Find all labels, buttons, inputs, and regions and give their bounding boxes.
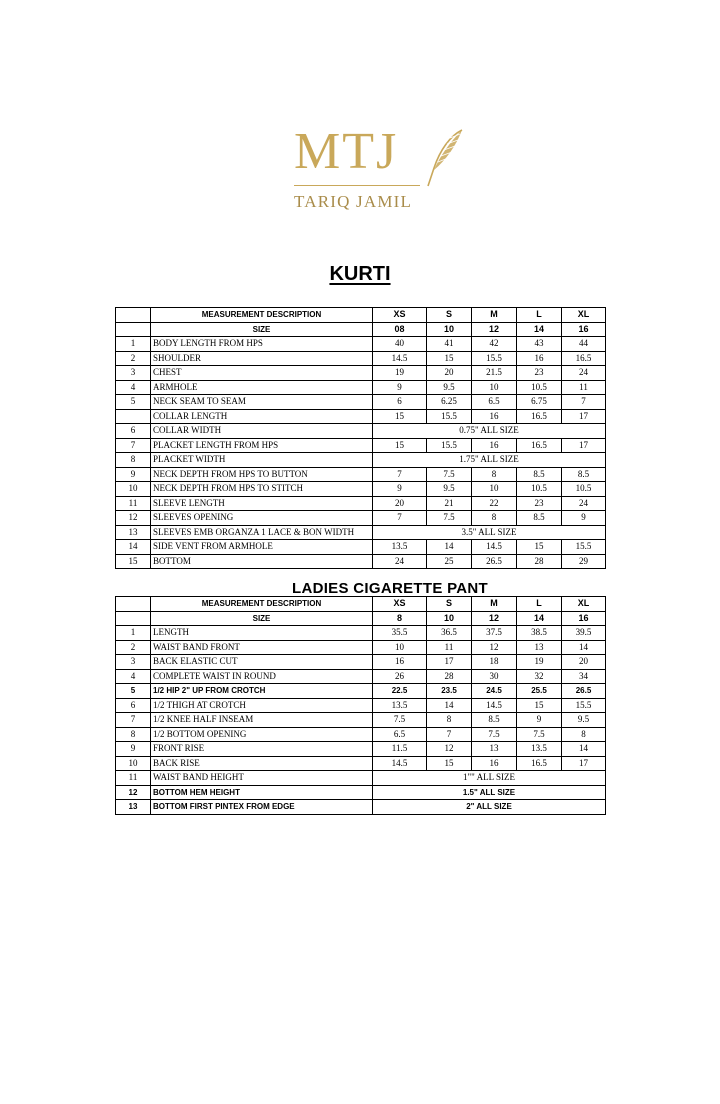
- row-number-cell: 1: [116, 626, 151, 641]
- kurti-title-text: KURTI: [329, 263, 391, 285]
- measurement-cell: 17: [562, 756, 606, 771]
- measurement-cell: 15: [427, 351, 472, 366]
- measurement-cell: 7.5: [427, 467, 472, 482]
- measurement-cell: 10.5: [562, 482, 606, 497]
- measurement-cell: 7.5: [373, 713, 427, 728]
- measurement-cell: 8: [472, 467, 517, 482]
- kurti-title: [0, 263, 720, 286]
- logo-mtj-text: MTJ: [294, 123, 399, 180]
- all-size-cell: 1"" ALL SIZE: [373, 771, 606, 786]
- measurement-cell: 14: [427, 540, 472, 555]
- measurement-cell: 39.5: [562, 626, 606, 641]
- row-description-cell: FRONT RISE: [151, 742, 373, 757]
- measurement-cell: 13: [472, 742, 517, 757]
- row-description-cell: 1/2 THIGH AT CROTCH: [151, 698, 373, 713]
- header-size-cell: M: [472, 597, 517, 612]
- row-number-cell: 11: [116, 771, 151, 786]
- table-row: [116, 409, 606, 424]
- measurement-cell: 23.5: [427, 684, 472, 699]
- header-size-cell: S: [427, 308, 472, 323]
- measurement-cell: 7.5: [472, 727, 517, 742]
- row-description-cell: SLEEVES OPENING: [151, 511, 373, 526]
- row-description-cell: BOTTOM: [151, 554, 373, 569]
- header-desc-cell: MEASUREMENT DESCRIPTION: [151, 308, 373, 323]
- row-number-cell: 10: [116, 756, 151, 771]
- table-row: [116, 669, 606, 684]
- kurti-size-table: [115, 307, 606, 569]
- measurement-cell: 20: [373, 496, 427, 511]
- row-description-cell: BACK ELASTIC CUT: [151, 655, 373, 670]
- row-number-cell: 4: [116, 669, 151, 684]
- measurement-cell: 24: [562, 496, 606, 511]
- measurement-cell: 24.5: [472, 684, 517, 699]
- table-row: [116, 713, 606, 728]
- measurement-cell: 8: [427, 713, 472, 728]
- row-number-cell: 9: [116, 742, 151, 757]
- measurement-cell: 7.5: [517, 727, 562, 742]
- measurement-cell: 44: [562, 337, 606, 352]
- row-number-cell: 8: [116, 453, 151, 468]
- measurement-cell: 15: [373, 438, 427, 453]
- measurement-cell: 35.5: [373, 626, 427, 641]
- measurement-cell: 8.5: [517, 511, 562, 526]
- measurement-cell: 22.5: [373, 684, 427, 699]
- table-row: [116, 626, 606, 641]
- measurement-cell: 15.5: [562, 540, 606, 555]
- measurement-cell: 26.5: [472, 554, 517, 569]
- measurement-cell: 14: [562, 742, 606, 757]
- measurement-cell: 16.5: [517, 438, 562, 453]
- row-description-cell: BOTTOM HEM HEIGHT: [151, 785, 373, 800]
- header-desc-cell: MEASUREMENT DESCRIPTION: [151, 597, 373, 612]
- row-description-cell: 1/2 BOTTOM OPENING: [151, 727, 373, 742]
- measurement-cell: 20: [427, 366, 472, 381]
- row-number-cell: 7: [116, 438, 151, 453]
- row-number-cell: 8: [116, 727, 151, 742]
- measurement-cell: 7.5: [427, 511, 472, 526]
- measurement-cell: 28: [517, 554, 562, 569]
- measurement-cell: 37.5: [472, 626, 517, 641]
- row-description-cell: BACK RISE: [151, 756, 373, 771]
- measurement-cell: 30: [472, 669, 517, 684]
- measurement-cell: 12: [427, 742, 472, 757]
- row-description-cell: NECK SEAM TO SEAM: [151, 395, 373, 410]
- size-value-cell: 10: [427, 611, 472, 626]
- measurement-cell: 19: [373, 366, 427, 381]
- row-description-cell: SIDE VENT FROM ARMHOLE: [151, 540, 373, 555]
- row-description-cell: COMPLETE WAIST IN ROUND: [151, 669, 373, 684]
- row-description-cell: 1/2 HIP 2" UP FROM CROTCH: [151, 684, 373, 699]
- table-row: [116, 771, 606, 786]
- table-row: [116, 438, 606, 453]
- row-description-cell: SLEEVE LENGTH: [151, 496, 373, 511]
- measurement-cell: 42: [472, 337, 517, 352]
- measurement-cell: 16: [373, 655, 427, 670]
- table-row: [116, 366, 606, 381]
- measurement-cell: 11.5: [373, 742, 427, 757]
- measurement-cell: 25.5: [517, 684, 562, 699]
- measurement-cell: 6.25: [427, 395, 472, 410]
- header-size-cell: XS: [373, 597, 427, 612]
- table-row: [116, 640, 606, 655]
- measurement-cell: 25: [427, 554, 472, 569]
- measurement-cell: 12: [472, 640, 517, 655]
- table-row: [116, 742, 606, 757]
- row-number-cell: 13: [116, 525, 151, 540]
- row-number-cell: 5: [116, 395, 151, 410]
- row-description-cell: SLEEVES EMB ORGANZA 1 LACE & BON WIDTH: [151, 525, 373, 540]
- measurement-cell: 11: [427, 640, 472, 655]
- table-row: [116, 424, 606, 439]
- measurement-cell: 29: [562, 554, 606, 569]
- row-number-cell: 2: [116, 351, 151, 366]
- measurement-cell: 9.5: [427, 380, 472, 395]
- header-size-cell: L: [517, 308, 562, 323]
- measurement-cell: 9: [373, 482, 427, 497]
- row-description-cell: 1/2 KNEE HALF INSEAM: [151, 713, 373, 728]
- size-no-cell: [116, 611, 151, 626]
- row-description-cell: COLLAR LENGTH: [151, 409, 373, 424]
- table-row: [116, 380, 606, 395]
- size-value-cell: 16: [562, 322, 606, 337]
- row-description-cell: NECK DEPTH FROM HPS TO STITCH: [151, 482, 373, 497]
- measurement-cell: 8.5: [562, 467, 606, 482]
- row-number-cell: 12: [116, 785, 151, 800]
- measurement-cell: 28: [427, 669, 472, 684]
- table-row: [116, 554, 606, 569]
- table-row: [116, 482, 606, 497]
- table-row: [116, 540, 606, 555]
- row-number-cell: 12: [116, 511, 151, 526]
- measurement-cell: 10.5: [517, 482, 562, 497]
- table-row: [116, 337, 606, 352]
- logo-subtitle: TARIQ JAMIL: [294, 192, 413, 211]
- measurement-cell: 24: [562, 366, 606, 381]
- measurement-cell: 43: [517, 337, 562, 352]
- measurement-cell: 15: [517, 698, 562, 713]
- measurement-cell: 8.5: [472, 713, 517, 728]
- header-size-cell: S: [427, 597, 472, 612]
- measurement-cell: 7: [373, 511, 427, 526]
- table-row: [116, 511, 606, 526]
- row-description-cell: BODY LENGTH FROM HPS: [151, 337, 373, 352]
- measurement-cell: 24: [373, 554, 427, 569]
- header-size-cell: XL: [562, 597, 606, 612]
- row-description-cell: SHOULDER: [151, 351, 373, 366]
- measurement-cell: 13.5: [517, 742, 562, 757]
- measurement-cell: 10: [472, 380, 517, 395]
- measurement-cell: 15: [373, 409, 427, 424]
- table-row: [116, 756, 606, 771]
- measurement-cell: 9: [562, 511, 606, 526]
- header-size-cell: XL: [562, 308, 606, 323]
- header-row: [116, 308, 606, 323]
- measurement-cell: 21: [427, 496, 472, 511]
- measurement-cell: 16: [472, 409, 517, 424]
- row-description-cell: BOTTOM FIRST PINTEX FROM EDGE: [151, 800, 373, 815]
- measurement-cell: 26: [373, 669, 427, 684]
- size-value-cell: 12: [472, 322, 517, 337]
- header-row: [116, 597, 606, 612]
- brand-logo: [280, 118, 470, 218]
- row-number-cell: 6: [116, 698, 151, 713]
- table-row: [116, 785, 606, 800]
- row-number-cell: [116, 409, 151, 424]
- measurement-cell: 13: [517, 640, 562, 655]
- measurement-cell: 26.5: [562, 684, 606, 699]
- feather-quill-icon: [420, 128, 466, 190]
- measurement-cell: 15.5: [427, 438, 472, 453]
- measurement-cell: 34: [562, 669, 606, 684]
- size-label-cell: SIZE: [151, 611, 373, 626]
- header-no-cell: [116, 597, 151, 612]
- measurement-cell: 13.5: [373, 540, 427, 555]
- measurement-cell: 15.5: [472, 351, 517, 366]
- measurement-cell: 32: [517, 669, 562, 684]
- row-number-cell: 5: [116, 684, 151, 699]
- measurement-cell: 9: [373, 380, 427, 395]
- table-row: [116, 395, 606, 410]
- logo-divider: [294, 185, 420, 186]
- measurement-cell: 19: [517, 655, 562, 670]
- table-row: [116, 351, 606, 366]
- table-row: [116, 453, 606, 468]
- measurement-cell: 16: [472, 438, 517, 453]
- row-description-cell: ARMHOLE: [151, 380, 373, 395]
- size-label-cell: SIZE: [151, 322, 373, 337]
- row-number-cell: 15: [116, 554, 151, 569]
- row-description-cell: WAIST BAND FRONT: [151, 640, 373, 655]
- measurement-cell: 6.75: [517, 395, 562, 410]
- measurement-cell: 15.5: [562, 698, 606, 713]
- measurement-cell: 17: [562, 409, 606, 424]
- row-description-cell: WAIST BAND HEIGHT: [151, 771, 373, 786]
- all-size-cell: 1.5" ALL SIZE: [373, 785, 606, 800]
- row-number-cell: 4: [116, 380, 151, 395]
- row-number-cell: 9: [116, 467, 151, 482]
- measurement-cell: 10: [373, 640, 427, 655]
- size-row: [116, 322, 606, 337]
- row-description-cell: LENGTH: [151, 626, 373, 641]
- table-row: [116, 684, 606, 699]
- measurement-cell: 10.5: [517, 380, 562, 395]
- measurement-cell: 17: [562, 438, 606, 453]
- measurement-cell: 23: [517, 366, 562, 381]
- row-description-cell: PLACKET WIDTH: [151, 453, 373, 468]
- measurement-cell: 16.5: [517, 756, 562, 771]
- measurement-cell: 14: [562, 640, 606, 655]
- measurement-cell: 23: [517, 496, 562, 511]
- row-number-cell: 7: [116, 713, 151, 728]
- measurement-cell: 41: [427, 337, 472, 352]
- measurement-cell: 11: [562, 380, 606, 395]
- measurement-cell: 9.5: [562, 713, 606, 728]
- measurement-cell: 22: [472, 496, 517, 511]
- row-number-cell: 3: [116, 366, 151, 381]
- all-size-cell: 2" ALL SIZE: [373, 800, 606, 815]
- size-value-cell: 08: [373, 322, 427, 337]
- header-size-cell: XS: [373, 308, 427, 323]
- all-size-cell: 0.75" ALL SIZE: [373, 424, 606, 439]
- row-description-cell: NECK DEPTH FROM HPS TO BUTTON: [151, 467, 373, 482]
- measurement-cell: 18: [472, 655, 517, 670]
- header-size-cell: L: [517, 597, 562, 612]
- measurement-cell: 16.5: [562, 351, 606, 366]
- row-number-cell: 11: [116, 496, 151, 511]
- row-description-cell: COLLAR WIDTH: [151, 424, 373, 439]
- row-number-cell: 2: [116, 640, 151, 655]
- table-row: [116, 698, 606, 713]
- measurement-cell: 6.5: [472, 395, 517, 410]
- size-value-cell: 12: [472, 611, 517, 626]
- row-number-cell: 10: [116, 482, 151, 497]
- header-no-cell: [116, 308, 151, 323]
- measurement-cell: 6.5: [373, 727, 427, 742]
- measurement-cell: 7: [427, 727, 472, 742]
- measurement-cell: 13.5: [373, 698, 427, 713]
- row-number-cell: 6: [116, 424, 151, 439]
- measurement-cell: 7: [562, 395, 606, 410]
- size-value-cell: 14: [517, 611, 562, 626]
- measurement-cell: 10: [472, 482, 517, 497]
- pant-title: LADIES CIGARETTE PANT: [291, 580, 489, 597]
- measurement-cell: 17: [427, 655, 472, 670]
- table-row: [116, 727, 606, 742]
- table-row: [116, 655, 606, 670]
- measurement-cell: 15.5: [427, 409, 472, 424]
- header-size-cell: M: [472, 308, 517, 323]
- row-description-cell: CHEST: [151, 366, 373, 381]
- measurement-cell: 7: [373, 467, 427, 482]
- measurement-cell: 16: [472, 756, 517, 771]
- table-row: [116, 496, 606, 511]
- measurement-cell: 9: [517, 713, 562, 728]
- measurement-cell: 38.5: [517, 626, 562, 641]
- measurement-cell: 14: [427, 698, 472, 713]
- table-row: [116, 525, 606, 540]
- size-value-cell: 8: [373, 611, 427, 626]
- measurement-cell: 8.5: [517, 467, 562, 482]
- measurement-cell: 21.5: [472, 366, 517, 381]
- all-size-cell: 3.5" ALL SIZE: [373, 525, 606, 540]
- measurement-cell: 15: [517, 540, 562, 555]
- measurement-cell: 14.5: [472, 540, 517, 555]
- measurement-cell: 14.5: [373, 351, 427, 366]
- measurement-cell: 36.5: [427, 626, 472, 641]
- measurement-cell: 14.5: [472, 698, 517, 713]
- measurement-cell: 9.5: [427, 482, 472, 497]
- measurement-cell: 8: [562, 727, 606, 742]
- size-value-cell: 14: [517, 322, 562, 337]
- row-number-cell: 3: [116, 655, 151, 670]
- measurement-cell: 8: [472, 511, 517, 526]
- table-row: [116, 800, 606, 815]
- row-number-cell: 1: [116, 337, 151, 352]
- row-description-cell: PLACKET LENGTH FROM HPS: [151, 438, 373, 453]
- measurement-cell: 6: [373, 395, 427, 410]
- row-number-cell: 13: [116, 800, 151, 815]
- measurement-cell: 16: [517, 351, 562, 366]
- row-number-cell: 14: [116, 540, 151, 555]
- size-value-cell: 16: [562, 611, 606, 626]
- measurement-cell: 14.5: [373, 756, 427, 771]
- all-size-cell: 1.75" ALL SIZE: [373, 453, 606, 468]
- table-row: [116, 467, 606, 482]
- pant-size-table: [115, 596, 606, 815]
- size-row: [116, 611, 606, 626]
- size-no-cell: [116, 322, 151, 337]
- measurement-cell: 15: [427, 756, 472, 771]
- measurement-cell: 20: [562, 655, 606, 670]
- size-value-cell: 10: [427, 322, 472, 337]
- measurement-cell: 40: [373, 337, 427, 352]
- measurement-cell: 16.5: [517, 409, 562, 424]
